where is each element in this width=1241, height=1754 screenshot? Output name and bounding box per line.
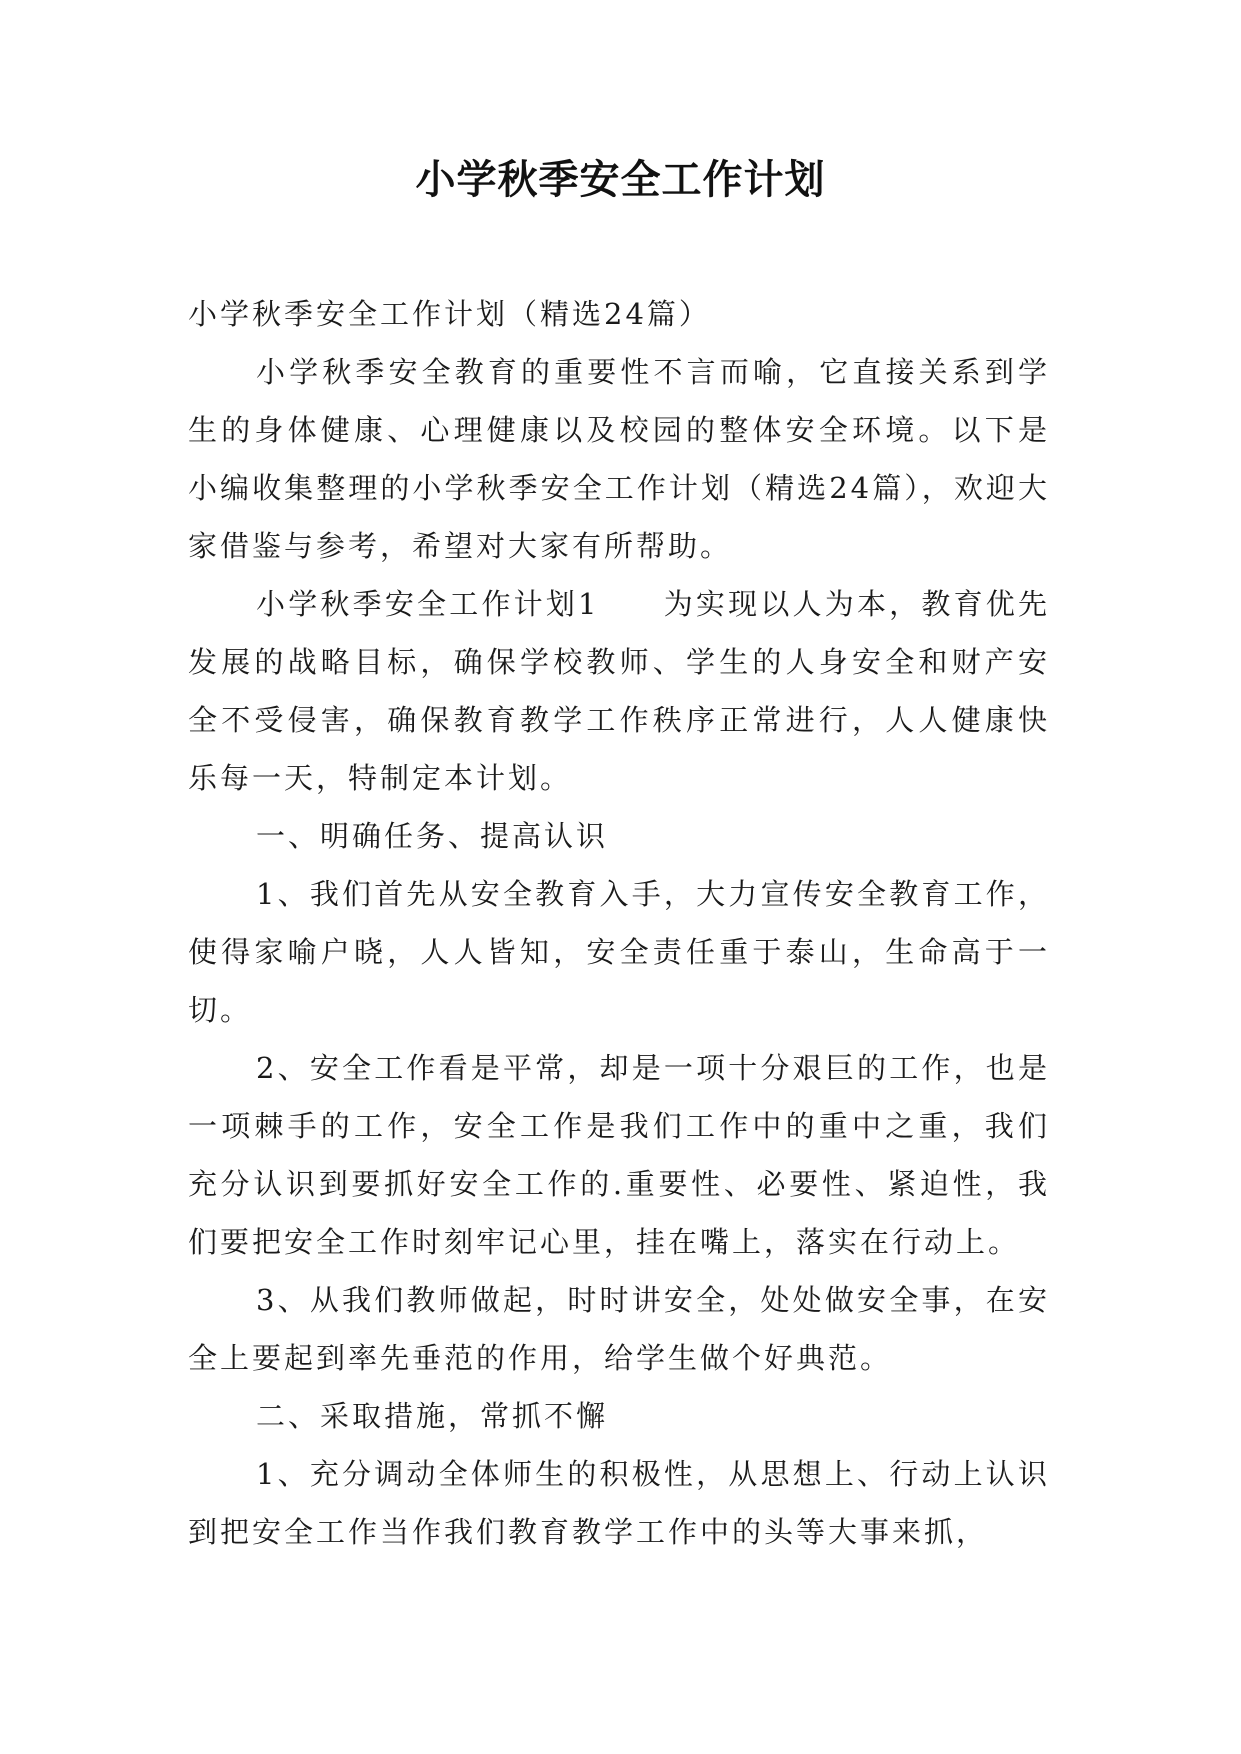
section-1-item-2: 2、安全工作看是平常，却是一项十分艰巨的工作，也是一项棘手的工作，安全工作是我们工作中的重中之重，我们充分认识到要抓好安全工作的.重要性、必要性、紧迫性，我们要把安全工作时刻牢记心里，挂在嘴上，落实在行动上。 <box>188 1051 1050 1259</box>
document-subtitle: 小学秋季安全工作计划（精选24篇） <box>188 297 711 331</box>
section-1-item-1: 1、我们首先从安全教育入手，大力宣传安全教育工作，使得家喻户晓，人人皆知，安全责任重于泰山，生命高于一切。 <box>188 877 1050 1027</box>
section-heading-1: 一、明确任务、提高认识 <box>256 819 609 853</box>
document-title: 小学秋季安全工作计划 <box>415 157 826 203</box>
section-heading-2: 二、采取措施，常抓不懈 <box>256 1399 609 1433</box>
document-body <box>188 285 1050 1561</box>
section-2-item-1: 1、充分调动全体师生的积极性，从思想上、行动上认识到把安全工作当作我们教育教学工作中的头等大事来抓， <box>188 1457 1050 1549</box>
plan-1-heading: 小学秋季安全工作计划1 <box>256 587 600 621</box>
intro-paragraph: 小学秋季安全教育的重要性不言而喻，它直接关系到学生的身体健康、心理健康以及校园的整体安全环境。以下是小编收集整理的小学秋季安全工作计划（精选24篇），欢迎大家借鉴与参考，希望对大家有所帮助。 <box>188 355 1050 563</box>
plan-1-paragraph <box>188 575 1050 807</box>
section-1-item-3: 3、从我们教师做起，时时讲安全，处处做安全事，在安全上要起到率先垂范的作用，给学生做个好典范。 <box>188 1283 1050 1375</box>
plan-1-text: 为实现以人为本，教育优先发展的战略目标，确保学校教师、学生的人身安全和财产安全不受侵害，确保教育教学工作秩序正常进行，人人健康快乐每一天，特制定本计划。 <box>188 587 1050 795</box>
